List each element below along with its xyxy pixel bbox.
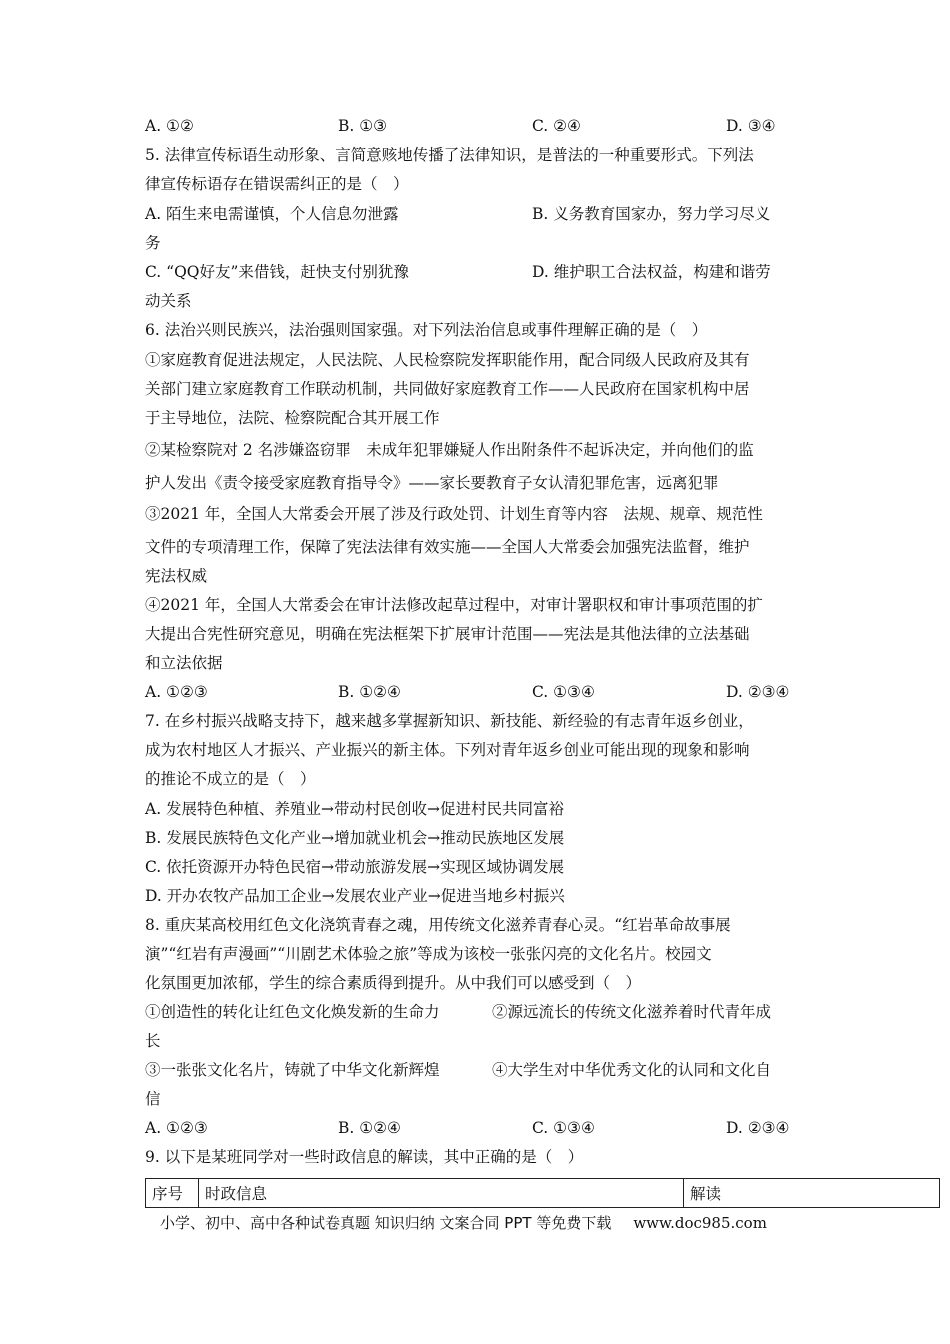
footer-text: 小学、初中、高中各种试卷真题 知识归纳 文案合同 PPT 等免费下载 <box>160 1214 612 1232</box>
q6-option-d: D. ②③④ <box>726 683 790 701</box>
q7-option-b: B. 发展民族特色文化产业→增加就业机会→推动民族地区发展 <box>145 829 565 847</box>
q6-stem: 6. 法治兴则民族兴，法治强则国家强。对下列法治信息或事件理解正确的是（ ） <box>145 321 708 339</box>
q7-stem-line-1: 7. 在乡村振兴战略支持下，越来越多掌握新知识、新技能、新经验的有志青年返乡创业， <box>145 712 754 730</box>
q7-stem-line-3: 的推论不成立的是（ ） <box>145 770 316 788</box>
table-header-index: 序号 <box>146 1179 199 1208</box>
q6-option-a: A. ①②③ <box>145 683 208 701</box>
q6-item-3-line-1: ③2021 年，全国人大常委会开展了涉及行政处罚、计划生育等内容 法规、规章、规范性 <box>145 505 763 523</box>
q8-item-3: ③一张张文化名片，铸就了中华文化新辉煌 <box>145 1061 440 1079</box>
q4-option-b: B. ①③ <box>338 117 388 135</box>
q7-option-d: D. 开办农牧产品加工企业→发展农业产业→促进当地乡村振兴 <box>145 887 565 905</box>
page-footer <box>160 1213 767 1233</box>
q4-option-a: A. ①② <box>145 117 194 135</box>
q6-item-2-line-1: ②某检察院对 2 名涉嫌盗窃罪 未成年犯罪嫌疑人作出附条件不起诉决定，并向他们的监 <box>145 441 754 459</box>
q8-item-2-continued: 长 <box>145 1032 161 1050</box>
q7-option-c: C. 依托资源开办特色民宿→带动旅游发展→实现区域协调发展 <box>145 858 565 876</box>
q6-item-3-line-2: 文件的专项清理工作，保障了宪法法律有效实施——全国人大常委会加强宪法监督，维护 <box>145 538 750 556</box>
q6-item-2-line-2: 护人发出《责令接受家庭教育指导令》——家长要教育子女认清犯罪危害，远离犯罪 <box>145 474 719 492</box>
q8-option-d: D. ②③④ <box>726 1119 790 1137</box>
q5-option-d: D. 维护职工合法权益，构建和谐劳 <box>532 263 771 281</box>
q4-option-d: D. ③④ <box>726 117 776 135</box>
q9-table <box>145 1178 940 1208</box>
q4-option-c: C. ②④ <box>532 117 581 135</box>
q5-option-d-continued: 动关系 <box>145 292 192 310</box>
q6-item-4-line-3: 和立法依据 <box>145 654 223 672</box>
q8-option-c: C. ①③④ <box>532 1119 595 1137</box>
q5-option-b-continued: 务 <box>145 234 161 252</box>
q5-option-c: C. “QQ好友”来借钱，赶快支付别犹豫 <box>145 263 409 281</box>
q8-item-1: ①创造性的转化让红色文化焕发新的生命力 <box>145 1003 440 1021</box>
q6-item-1-line-3: 于主导地位，法院、检察院配合其开展工作 <box>145 409 440 427</box>
table-header-row <box>146 1179 940 1208</box>
q8-stem-line-1: 8. 重庆某高校用红色文化浇筑青春之魂，用传统文化滋养青春心灵。“红岩革命故事展 <box>145 916 731 934</box>
q8-item-4: ④大学生对中华优秀文化的认同和文化自 <box>492 1061 772 1079</box>
table-header-interpretation: 解读 <box>684 1179 940 1208</box>
q5-stem-line-1: 5. 法律宣传标语生动形象、言简意赅地传播了法律知识，是普法的一种重要形式。下列法 <box>145 146 754 164</box>
q8-item-2: ②源远流长的传统文化滋养着时代青年成 <box>492 1003 772 1021</box>
q7-option-a: A. 发展特色种植、养殖业→带动村民创收→促进村民共同富裕 <box>145 800 565 818</box>
q6-item-3-line-3: 宪法权威 <box>145 567 208 585</box>
q6-option-c: C. ①③④ <box>532 683 595 701</box>
q8-stem-line-3: 化氛围更加浓郁，学生的综合素质得到提升。从中我们可以感受到（ ） <box>145 974 642 992</box>
q6-item-4-line-2: 大提出合宪性研究意见，明确在宪法框架下扩展审计范围——宪法是其他法律的立法基础 <box>145 625 750 643</box>
q5-option-b: B. 义务教育国家办，努力学习尽义 <box>532 205 771 223</box>
q5-stem-line-2: 律宣传标语存在错误需纠正的是（ ） <box>145 175 409 193</box>
footer-url[interactable]: www.doc985.com <box>633 1214 767 1232</box>
q8-stem-line-2: 演”“红岩有声漫画”“川剧艺术体验之旅”等成为该校一张张闪亮的文化名片。校园文 <box>145 945 712 963</box>
q6-item-1-line-1: ①家庭教育促进法规定，人民法院、人民检察院发挥职能作用，配合同级人民政府及其有 <box>145 351 750 369</box>
q6-item-1-line-2: 关部门建立家庭教育工作联动机制，共同做好家庭教育工作——人民政府在国家机构中居 <box>145 380 750 398</box>
q8-option-a: A. ①②③ <box>145 1119 208 1137</box>
q8-option-b: B. ①②④ <box>338 1119 401 1137</box>
q7-stem-line-2: 成为农村地区人才振兴、产业振兴的新主体。下列对青年返乡创业可能出现的现象和影响 <box>145 741 750 759</box>
q6-option-b: B. ①②④ <box>338 683 401 701</box>
q5-option-a: A. 陌生来电需谨慎，个人信息勿泄露 <box>145 205 399 223</box>
q8-item-4-continued: 信 <box>145 1090 161 1108</box>
q9-stem: 9. 以下是某班同学对一些时政信息的解读，其中正确的是（ ） <box>145 1148 584 1166</box>
q6-item-4-line-1: ④2021 年，全国人大常委会在审计法修改起草过程中，对审计署职权和审计事项范围的扩 <box>145 596 763 614</box>
table-header-info: 时政信息 <box>199 1179 684 1208</box>
